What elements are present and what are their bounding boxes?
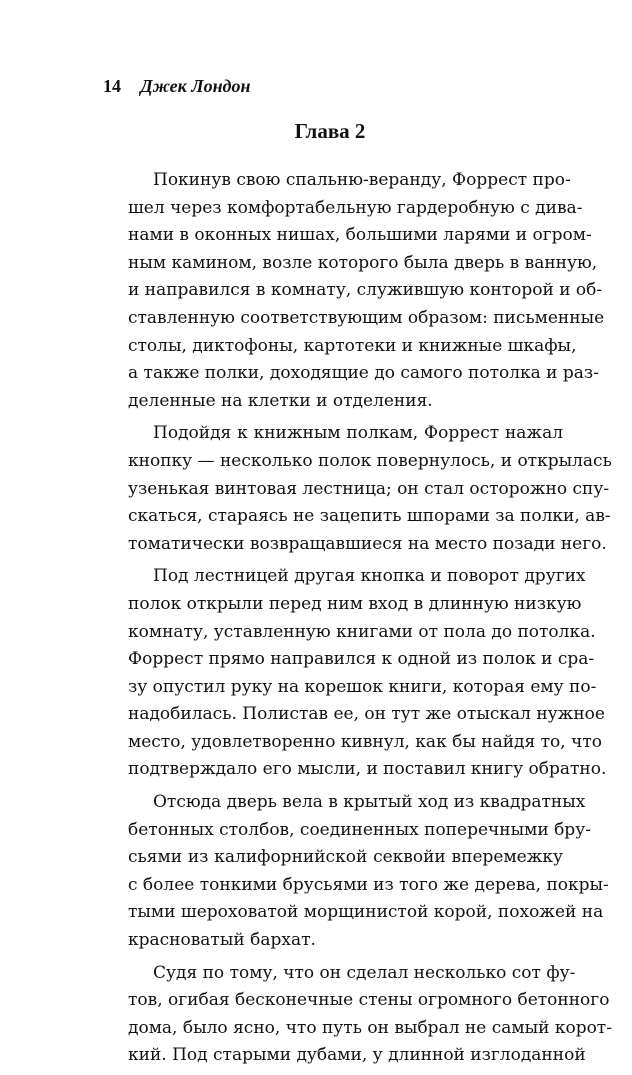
text-line: нами в оконных нишах, большими ларями и огром-	[128, 225, 592, 246]
paragraph	[103, 960, 612, 1070]
text-line: полок открыли перед ним вход в длинную низкую	[128, 593, 582, 614]
chapter-title: Глава 2	[294, 119, 366, 143]
text-line: место, удовлетворенно кивнул, как бы найдя то, что	[128, 731, 602, 752]
paragraph	[103, 167, 605, 415]
text-line: узенькая винтовая лестница; он стал осторожно спу-	[128, 478, 610, 499]
text-line: красноватый бархат.	[128, 930, 316, 951]
text-line: Форрест прямо направился к одной из полок и сра-	[128, 649, 595, 670]
text-line: Отсюда дверь вела в крытый ход из квадратных	[153, 792, 586, 813]
page-number: 14	[103, 76, 121, 96]
body-text	[103, 167, 612, 1075]
text-line: тыми шероховатой морщинистой корой, похожей на	[128, 902, 604, 923]
running-head-author: Джек Лондон	[140, 76, 251, 96]
text-line: Подойдя к книжным полкам, Форрест нажал	[153, 423, 563, 444]
text-line: сьями из калифорнийской секвойи вперемежку	[128, 847, 563, 868]
paragraph	[103, 563, 607, 784]
paragraph	[103, 420, 612, 558]
text-line: подтверждало его мысли, и поставил книгу обратно.	[128, 759, 607, 780]
paragraph	[103, 789, 609, 955]
running-head	[103, 76, 250, 97]
text-line: скаться, стараясь не зацепить шпорами за полки, ав-	[128, 506, 611, 527]
text-line: шел через комфортабельную гардеробную с дива-	[128, 197, 583, 218]
text-line: зу опустил руку на корешок книги, которая ему по-	[128, 676, 597, 697]
text-line: а также полки, доходящие до самого потолка и раз-	[128, 363, 599, 384]
text-line: кий. Под старыми дубами, у длинной изглоданной	[128, 1045, 586, 1066]
text-line: томатически возвращавшиеся на место позади него.	[128, 533, 607, 554]
text-line: Под лестницей другая кнопка и поворот других	[153, 566, 586, 587]
text-line: кнопку — несколько полок повернулось, и открылась	[128, 450, 612, 471]
text-line: бетонных столбов, соединенных поперечными бру-	[128, 819, 591, 840]
text-line: Судя по тому, что он сделал несколько сот фу-	[153, 962, 576, 983]
text-line: деленные на клетки и отделения.	[128, 390, 433, 411]
text-line: Покинув свою спальню-веранду, Форрест про-	[153, 170, 571, 190]
text-line: и направился в комнату, служившую конторой и об-	[128, 280, 603, 301]
text-line: ным камином, возле которого была дверь в ванную,	[128, 252, 598, 273]
text-line: ставленную соответствующим образом: письменные	[128, 307, 605, 328]
text-line: комнату, уставленную книгами от пола до потолка.	[128, 621, 596, 642]
text-line: тов, огибая бесконечные стены огромного бетонного	[128, 990, 610, 1011]
text-line: с более тонкими брусьями из того же дерева, покры-	[128, 874, 609, 895]
text-line: надобилась. Полистав ее, он тут же отыскал нужное	[128, 704, 605, 725]
text-line: столы, диктофоны, картотеки и книжные шкафы,	[128, 335, 577, 356]
text-line: дома, было ясно, что путь он выбрал не самый корот-	[128, 1017, 612, 1038]
